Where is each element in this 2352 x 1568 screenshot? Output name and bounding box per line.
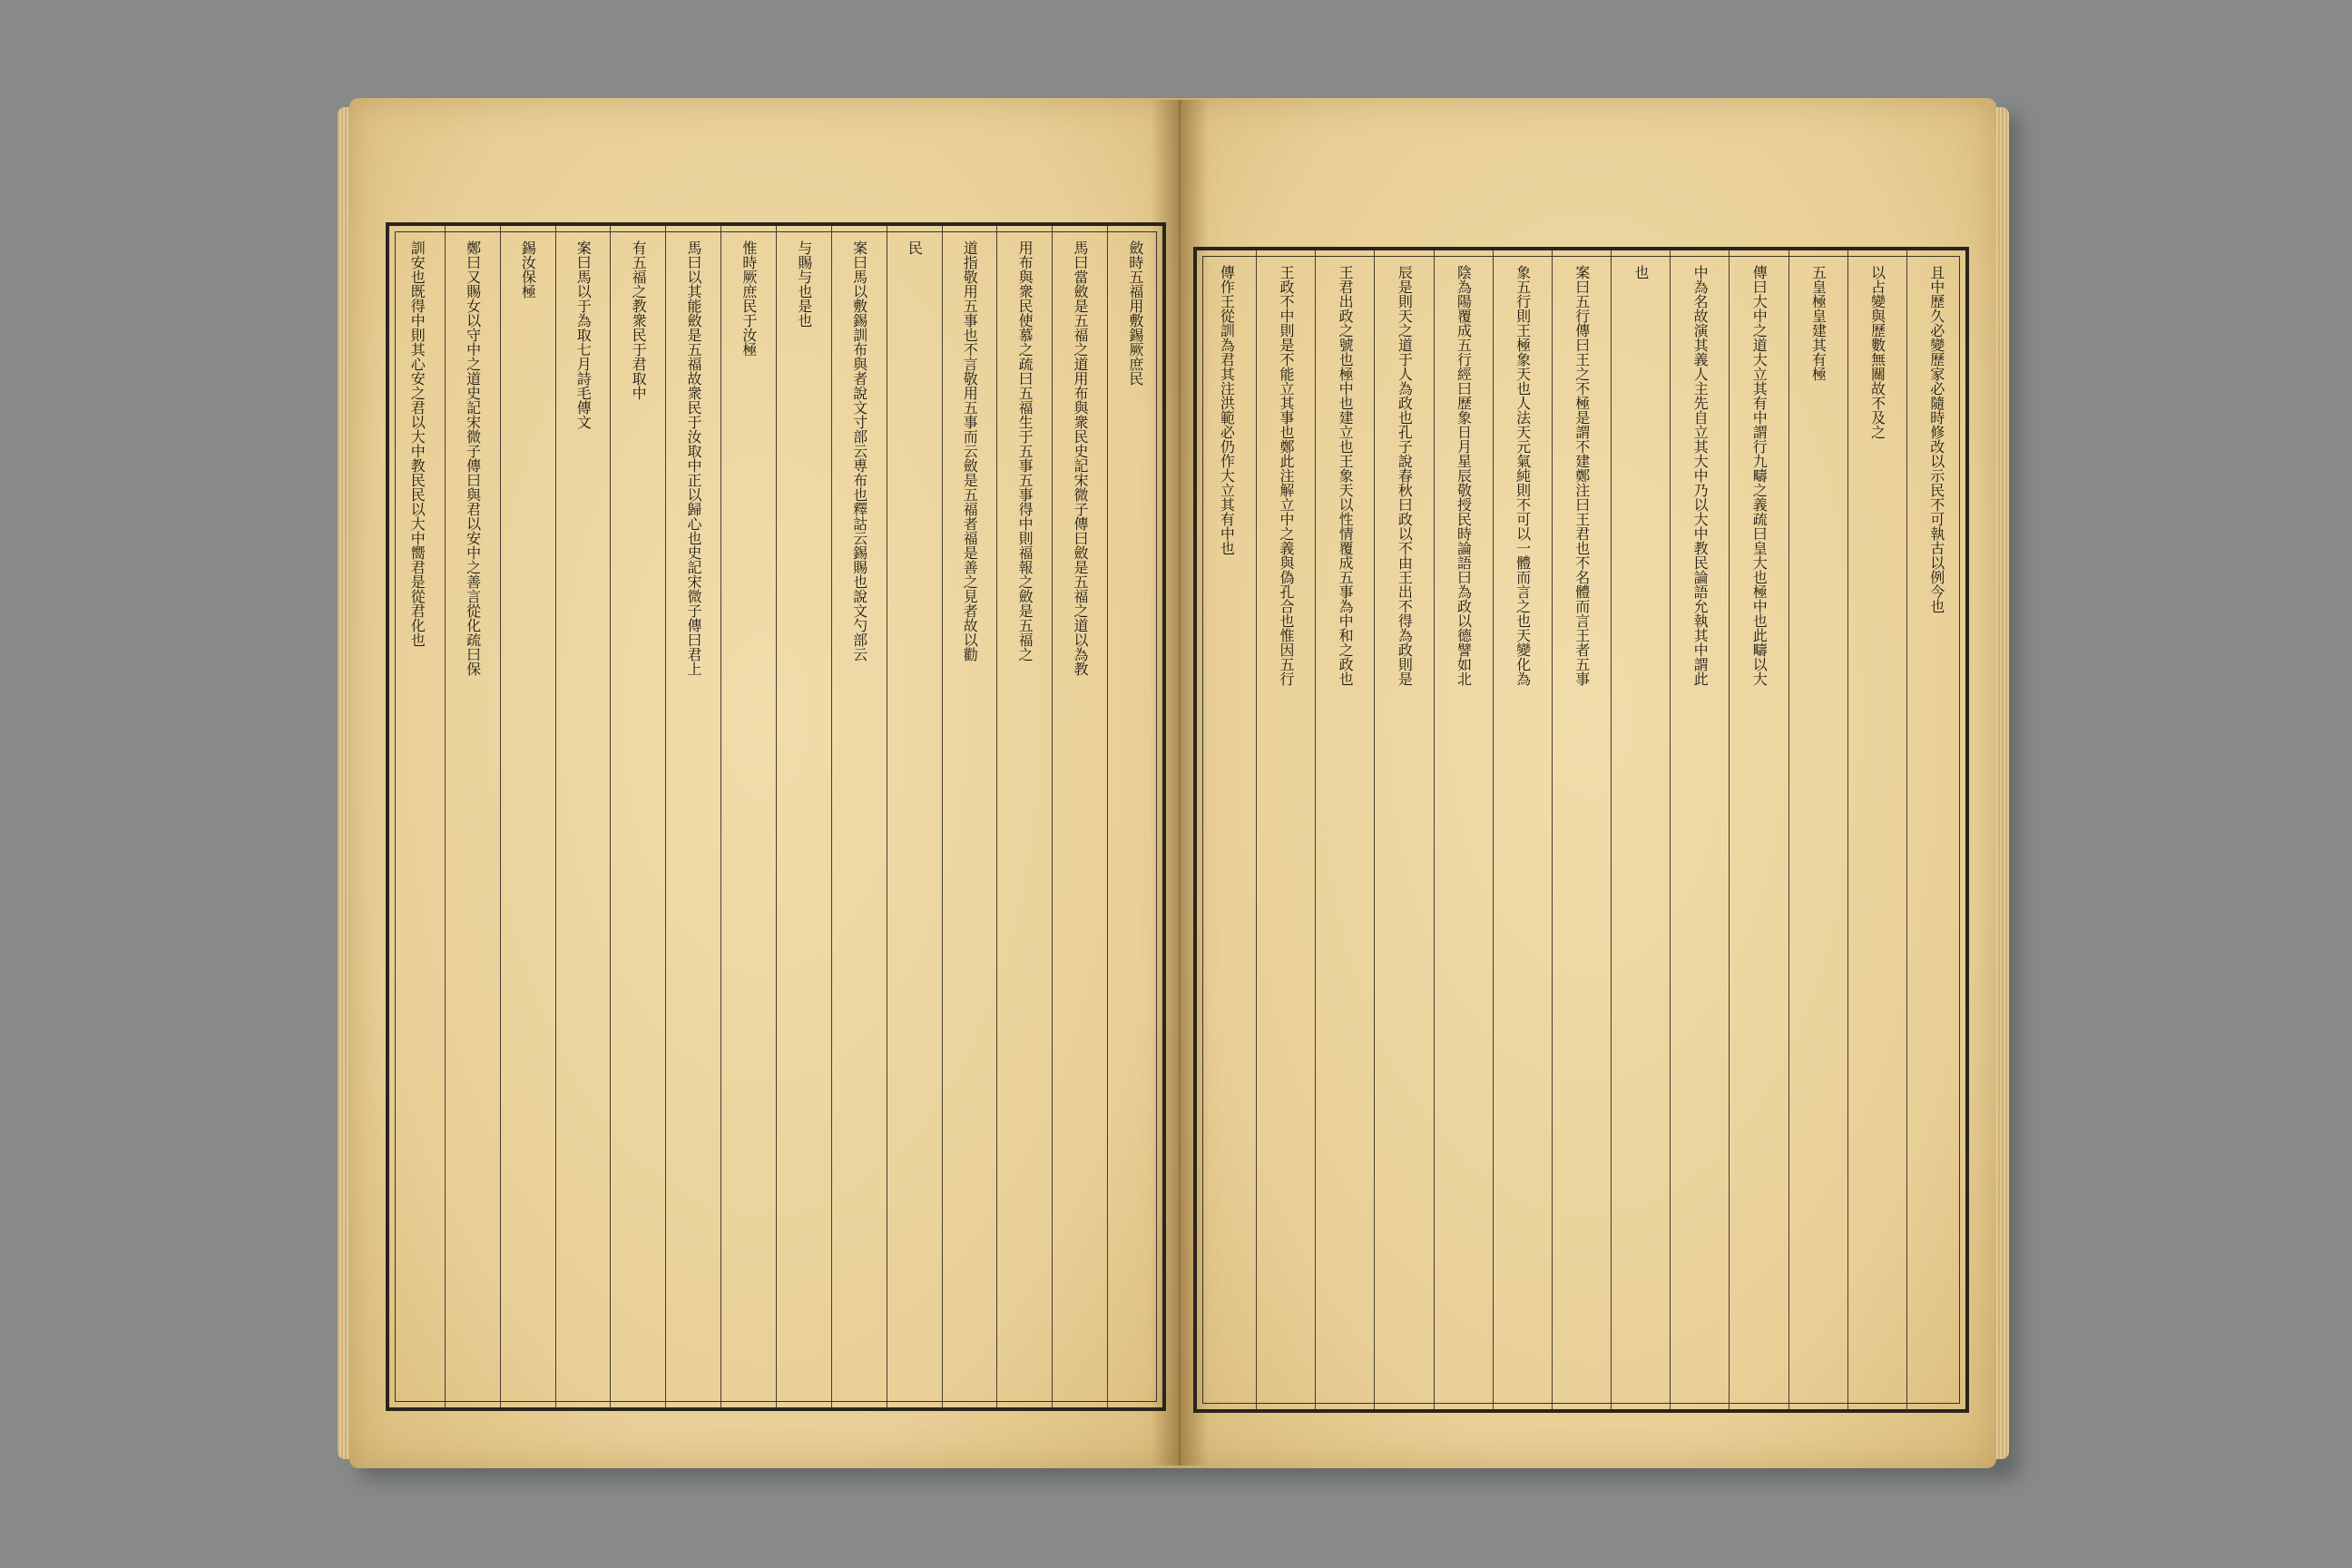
text-column bbox=[1788, 250, 1847, 1409]
column-text: 傳作王從訓為君其注洪範必仍作大立其有中也 bbox=[1218, 265, 1236, 555]
column-text: 案曰馬以于為取七月詩毛傳文 bbox=[574, 240, 593, 429]
column-text: 民 bbox=[906, 240, 924, 255]
column-text: 五皇極皇建其有極 bbox=[1809, 265, 1828, 381]
left-text-block bbox=[386, 222, 1166, 1411]
column-text: 惟時厥庶民于汝極 bbox=[740, 240, 758, 357]
column-text: 王君出政之號也極中也建立也王象天以性情覆成五事為中和之政也 bbox=[1337, 265, 1355, 686]
text-column bbox=[1847, 250, 1906, 1409]
column-text: 訓安也既得中則其心安之君以大中教民民以大中嚮君是從君化也 bbox=[408, 240, 426, 647]
column-text: 斂時五福用敷錫厥庶民 bbox=[1126, 240, 1144, 386]
column-text: 以占變與歷數無關故不及之 bbox=[1868, 265, 1886, 439]
text-column bbox=[887, 226, 942, 1407]
column-text: 道指敬用五事也不言敬用五事而云斂是五福者福是善之見者故以勸 bbox=[961, 240, 979, 662]
text-column bbox=[776, 226, 831, 1407]
text-column bbox=[665, 226, 720, 1407]
column-text: 案曰馬以敷錫訓布與者說文寸部云尃布也釋詁云錫賜也說文勺部云 bbox=[850, 240, 868, 662]
text-column bbox=[831, 226, 887, 1407]
column-text: 中為名故演其義人主先自立其大中乃以大中教民論語允執其中謂此 bbox=[1691, 265, 1710, 686]
text-column bbox=[1256, 250, 1315, 1409]
right-text-block bbox=[1193, 247, 1969, 1413]
text-column bbox=[720, 226, 776, 1407]
text-column bbox=[1493, 250, 1552, 1409]
text-column bbox=[1107, 226, 1162, 1407]
column-text: 案曰五行傳曰王之不極是謂不建鄭注曰王君也不名體而言王者五事 bbox=[1573, 265, 1591, 686]
column-text: 鄭曰又賜女以守中之道史記宋微子傳曰與君以安中之善言從化疏曰保 bbox=[464, 240, 482, 676]
column-text: 与賜与也是也 bbox=[795, 240, 813, 328]
column-text: 馬曰當斂是五福之道用布與衆民史記宋微子傳曰斂是五福之道以為教 bbox=[1072, 240, 1089, 676]
text-column bbox=[1052, 226, 1107, 1407]
text-column bbox=[1670, 250, 1729, 1409]
column-text: 馬曰以其能斂是五福故衆民于汝取中正以歸心也史記宋微子傳曰君上 bbox=[685, 240, 702, 676]
text-column bbox=[1315, 250, 1374, 1409]
text-column bbox=[610, 226, 665, 1407]
column-text: 辰是則天之道于人為政也孔子說春秋曰政以不由王出不得為政則是 bbox=[1396, 265, 1414, 686]
text-column bbox=[1729, 250, 1788, 1409]
text-column bbox=[1552, 250, 1611, 1409]
column-text: 錫汝保極 bbox=[519, 240, 537, 299]
text-column bbox=[1374, 250, 1433, 1409]
column-text: 傳曰大中之道大立其有中謂行九疇之義疏曰皇大也極中也此疇以大 bbox=[1750, 265, 1769, 686]
text-column bbox=[1197, 250, 1256, 1409]
text-column bbox=[555, 226, 611, 1407]
column-text: 象五行則王極象天也人法天元氣純則不可以一體而言之也天變化為 bbox=[1514, 265, 1532, 686]
text-column bbox=[1611, 250, 1670, 1409]
text-column bbox=[942, 226, 997, 1407]
column-text: 也 bbox=[1632, 265, 1650, 279]
column-text: 王政不中則是不能立其事也鄭此注解立中之義與偽孔合也惟因五行 bbox=[1278, 265, 1295, 686]
text-column bbox=[996, 226, 1052, 1407]
text-column bbox=[1906, 250, 1965, 1409]
text-column bbox=[445, 226, 500, 1407]
column-text: 陰為陽覆成五行經曰歷象日月星辰敬授民時論語曰為政以德譬如北 bbox=[1455, 265, 1473, 686]
column-text: 且中歷久必變歷家必隨時修改以示民不可執古以例今也 bbox=[1927, 265, 1945, 613]
column-text: 用布與衆民使慕之疏曰五福生于五事五事得中則福報之斂是五福之 bbox=[1016, 240, 1034, 662]
column-text: 有五福之教衆民于君取中 bbox=[630, 240, 648, 400]
text-column bbox=[500, 226, 555, 1407]
text-column bbox=[1434, 250, 1493, 1409]
text-column bbox=[389, 226, 445, 1407]
